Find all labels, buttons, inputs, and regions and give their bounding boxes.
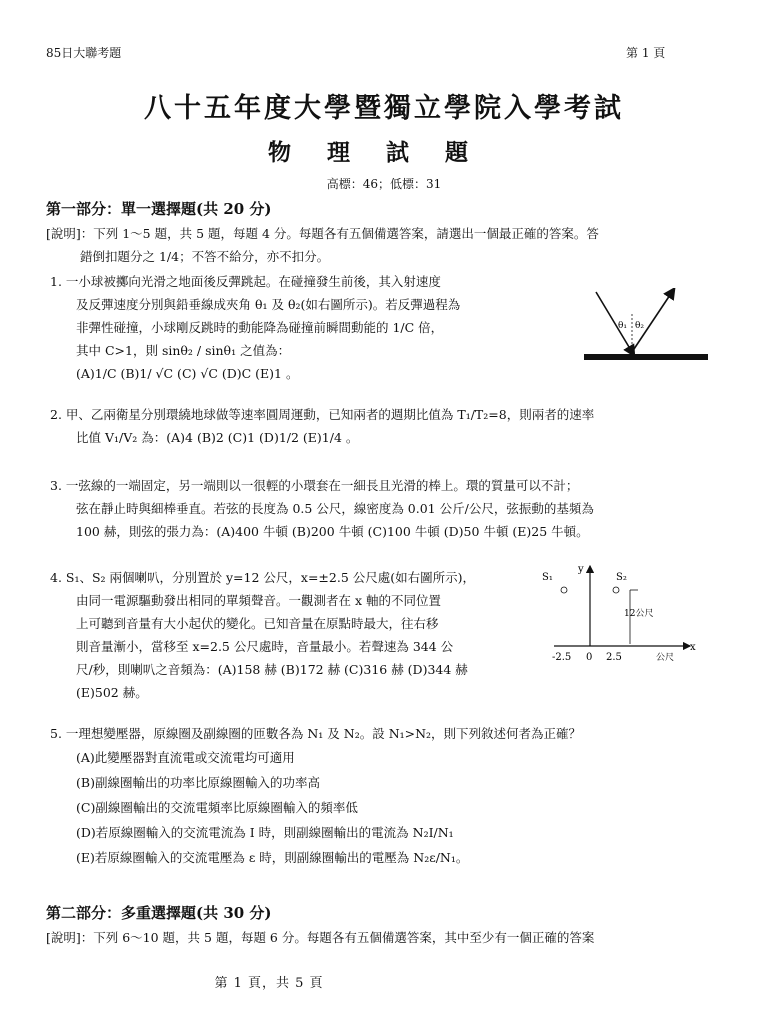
floor: [584, 354, 708, 360]
part1-note-line1: [說明]：下列 1～5 題，共 5 題，每題 4 分。每題各有五個備選答案，請選出一個最正確的答案。答: [46, 226, 599, 241]
page-footer: 第 1 頁，共 5 頁: [214, 976, 324, 991]
question-4: [50, 566, 550, 704]
q1-line2: 及反彈速度分別與鉛垂線成夾角 θ₁ 及 θ₂(如右圖所示)。若反彈過程為: [76, 297, 461, 312]
tick-zero: 0: [586, 652, 593, 663]
part2-heading: 第二部分：多重選擇題(共 30 分): [46, 904, 272, 922]
page-title: 八十五年度大學暨獨立學院入學考試: [144, 93, 624, 124]
distance-label: 12公尺: [624, 609, 654, 619]
score-line: 高標：46；低標：31: [326, 177, 442, 191]
q4-figure: [540, 560, 710, 664]
q4-line5: 尺/秒，則喇叭之音頻為：(A)158 赫 (B)172 赫 (C)316 赫 (D)344 赫: [76, 662, 468, 677]
question-5: [50, 722, 740, 870]
question-2: [50, 403, 740, 449]
q3-line3: 100 赫，則弦的張力為：(A)400 牛頓 (B)200 牛頓 (C)100 牛頓 (D)50 牛頓 (E)25 牛頓。: [76, 524, 589, 539]
q4-line1: 4. S₁、S₂ 兩個喇叭，分別置於 y=12 公尺，x=±2.5 公尺處(如右圖所示)，: [50, 570, 476, 585]
s1-label: S₁: [542, 572, 553, 583]
q3-line1: 3. 一弦線的一端固定，另一端則以一很輕的小環套在一細長且光滑的棒上。環的質量可以不計；: [50, 478, 579, 493]
part1-heading: 第一部分：單一選擇題(共 20 分): [46, 200, 272, 218]
header-right: 第 1 頁: [626, 46, 666, 60]
q4-line4: 則音量漸小，當移至 x=2.5 公尺處時，音量最小。若聲速為 344 公: [76, 639, 454, 654]
part1-note: [46, 222, 736, 268]
x-axis-label: x: [690, 642, 696, 653]
page-subtitle: 物 理 試 題: [268, 139, 483, 166]
tick-minus-2-5: -2.5: [552, 652, 572, 663]
q1-line1: 1. 一小球被擲向光滑之地面後反彈跳起。在碰撞發生前後，其入射速度: [50, 274, 441, 289]
q1-line3: 非彈性碰撞，小球剛反跳時的動能降為碰撞前瞬間動能的 1/C 倍，: [76, 320, 444, 335]
q5-option-d: (D)若原線圈輸入的交流電流為 I 時，則副線圈輸出的電流為 N₂I/N₁: [76, 825, 454, 840]
question-1: [50, 270, 570, 385]
q4-line3: 上可聽到音量有大小起伏的變化。已知音量在原點時最大，往右移: [76, 616, 439, 631]
q1-line4: 其中 C>1，則 sinθ₂ / sinθ₁ 之值為：: [76, 343, 291, 358]
q5-option-e: (E)若原線圈輸入的交流電壓為 ε 時，則副線圈輸出的電壓為 N₂ε/N₁。: [76, 850, 469, 865]
question-3: [50, 474, 740, 543]
q3-line2: 弦在靜止時與細棒垂直。若弦的長度為 0.5 公尺，線密度為 0.01 公斤/公尺，弦振動的基頻為: [76, 501, 594, 516]
q1-options: (A)1/C (B)1/ √C (C) √C (D)C (E)1 。: [76, 366, 299, 381]
s2-label: S₂: [616, 572, 627, 583]
theta1-label: θ₁: [618, 321, 628, 331]
q4-line2: 由同一電源驅動發出相同的單頻聲音。一觀測者在 x 軸的不同位置: [76, 593, 441, 608]
q5-stem: 5. 一理想變壓器，原線圈及副線圈的匝數各為 N₁ 及 N₂。設 N₁>N₂，則下列敘述何者為正確？: [50, 726, 582, 741]
q4-line6: (E)502 赫。: [76, 685, 148, 700]
theta2-label: θ₂: [635, 321, 645, 331]
y-axis-label: y: [578, 564, 584, 575]
tick-plus-2-5: 2.5: [606, 652, 622, 663]
header-left: 85日大聯考題: [46, 46, 122, 60]
q2-line2: 比值 V₁/V₂ 為：(A)4 (B)2 (C)1 (D)1/2 (E)1/4 。: [76, 430, 359, 445]
q5-option-b: (B)副線圈輸出的功率比原線圈輸入的功率高: [76, 775, 320, 790]
s2-speaker: [613, 587, 619, 593]
q2-line1: 2. 甲、乙兩衛星分別環繞地球做等速率圓周運動，已知兩者的週期比值為 T₁/T₂=8，則兩者的速率: [50, 407, 595, 422]
s1-speaker: [561, 587, 567, 593]
q1-figure: [584, 288, 714, 368]
part2-note-line1: [說明]：下列 6～10 題，共 5 題，每題 6 分。每題各有五個備選答案，其中至少有一個正確的答案: [46, 930, 595, 945]
q5-option-c: (C)副線圈輸出的交流電頻率比原線圈輸入的頻率低: [76, 800, 358, 815]
axis-unit: 公尺: [656, 653, 675, 663]
q5-option-a: (A)此變壓器對直流電或交流電均可適用: [76, 750, 295, 765]
part1-note-line2: 錯倒扣題分之 1/4；不答不給分，亦不扣分。: [80, 249, 330, 264]
